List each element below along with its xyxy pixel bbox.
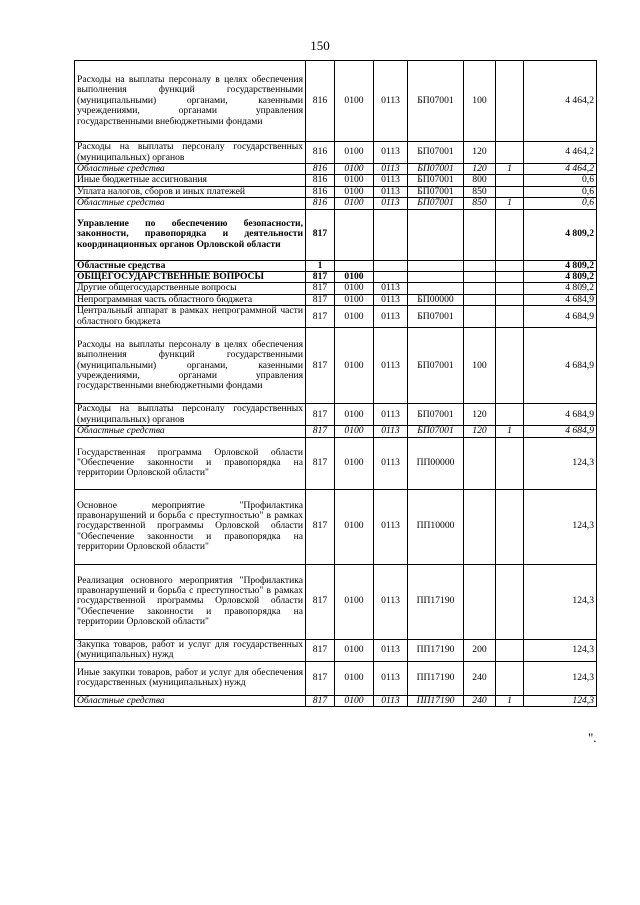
ministry-code-cell: 817 (306, 661, 335, 695)
section-code-cell: 0100 (335, 695, 374, 706)
ministry-code-cell: 1 (306, 260, 335, 271)
table-row (75, 328, 597, 404)
amount-cell: 4 684,9 (524, 294, 597, 305)
row-name-cell: Расходы на выплаты персоналу в целях обеспечения выполнения функций государственными (муниципальными) органами, казенными учреждениями, органами управления государственными внебюджетными фондами (75, 328, 306, 404)
source-code-cell (496, 564, 524, 639)
section-code-cell: 0100 (335, 661, 374, 695)
table-row (75, 426, 597, 437)
source-code-cell: 1 (496, 164, 524, 175)
budget-table (74, 60, 597, 707)
target-article-cell: ПП17190 (408, 661, 464, 695)
expense-type-cell (464, 564, 496, 639)
subsection-code-cell (374, 209, 408, 260)
subsection-code-cell: 0113 (374, 426, 408, 437)
source-code-cell (496, 404, 524, 426)
section-code-cell (335, 209, 374, 260)
table-body (75, 61, 597, 707)
amount-cell: 124,3 (524, 564, 597, 639)
expense-type-cell (464, 489, 496, 564)
row-name-cell: ОБЩЕГОСУДАРСТВЕННЫЕ ВОПРОСЫ (75, 272, 306, 283)
row-name-cell: Областные средства (75, 260, 306, 271)
subsection-code-cell: 0113 (374, 639, 408, 661)
ministry-code-cell: 816 (306, 164, 335, 175)
subsection-code-cell: 0113 (374, 186, 408, 197)
target-article-cell: ПП17190 (408, 695, 464, 706)
table-row (75, 186, 597, 197)
target-article-cell: БП07001 (408, 61, 464, 142)
subsection-code-cell: 0113 (374, 306, 408, 328)
closing-quote-mark: ". (588, 730, 597, 745)
amount-cell: 124,3 (524, 695, 597, 706)
row-name-cell: Реализация основного мероприятия "Профилактика правонарушений и борьба с преступностью" в рамках государственной программы Орловской области "Обеспечение законности и правопорядка на территории Орловской области" (75, 564, 306, 639)
section-code-cell (335, 260, 374, 271)
subsection-code-cell: 0113 (374, 294, 408, 305)
amount-cell: 124,3 (524, 639, 597, 661)
table-row (75, 489, 597, 564)
source-code-cell (496, 209, 524, 260)
amount-cell: 4 809,2 (524, 272, 597, 283)
source-code-cell (496, 489, 524, 564)
section-code-cell: 0100 (335, 564, 374, 639)
ministry-code-cell: 817 (306, 639, 335, 661)
amount-cell: 0,6 (524, 186, 597, 197)
row-name-cell: Расходы на выплаты персоналу государственных (муниципальных) органов (75, 404, 306, 426)
target-article-cell: БП07001 (408, 164, 464, 175)
amount-cell: 4 464,2 (524, 164, 597, 175)
row-name-cell: Иные бюджетные ассигнования (75, 175, 306, 186)
ministry-code-cell: 816 (306, 61, 335, 142)
source-code-cell (496, 61, 524, 142)
target-article-cell: БП07001 (408, 186, 464, 197)
row-name-cell: Закупка товаров, работ и услуг для государственных (муниципальных) нужд (75, 639, 306, 661)
subsection-code-cell: 0113 (374, 61, 408, 142)
table-row (75, 283, 597, 294)
expense-type-cell: 120 (464, 404, 496, 426)
section-code-cell: 0100 (335, 328, 374, 404)
source-code-cell (496, 283, 524, 294)
amount-cell: 124,3 (524, 661, 597, 695)
source-code-cell (496, 272, 524, 283)
section-code-cell: 0100 (335, 404, 374, 426)
source-code-cell: 1 (496, 426, 524, 437)
target-article-cell: БП07001 (408, 306, 464, 328)
row-name-cell: Непрограммная часть областного бюджета (75, 294, 306, 305)
expense-type-cell (464, 437, 496, 489)
target-article-cell: БП07001 (408, 328, 464, 404)
table-row (75, 260, 597, 271)
target-article-cell: БП07001 (408, 142, 464, 164)
table-row (75, 198, 597, 209)
target-article-cell: ПП10000 (408, 489, 464, 564)
expense-type-cell (464, 272, 496, 283)
expense-type-cell: 850 (464, 186, 496, 197)
target-article-cell: ПП17190 (408, 639, 464, 661)
expense-type-cell: 850 (464, 198, 496, 209)
expense-type-cell: 120 (464, 142, 496, 164)
amount-cell: 124,3 (524, 437, 597, 489)
section-code-cell: 0100 (335, 198, 374, 209)
amount-cell: 124,3 (524, 489, 597, 564)
ministry-code-cell: 816 (306, 186, 335, 197)
section-code-cell: 0100 (335, 164, 374, 175)
ministry-code-cell: 816 (306, 175, 335, 186)
row-name-cell: Областные средства (75, 164, 306, 175)
amount-cell: 4 684,9 (524, 306, 597, 328)
section-code-cell: 0100 (335, 142, 374, 164)
source-code-cell (496, 437, 524, 489)
expense-type-cell: 240 (464, 661, 496, 695)
amount-cell: 4 464,2 (524, 142, 597, 164)
section-code-cell: 0100 (335, 437, 374, 489)
ministry-code-cell: 817 (306, 695, 335, 706)
table-row (75, 294, 597, 305)
table-row (75, 209, 597, 260)
expense-type-cell: 200 (464, 639, 496, 661)
source-code-cell (496, 142, 524, 164)
subsection-code-cell: 0113 (374, 404, 408, 426)
source-code-cell (496, 175, 524, 186)
row-name-cell: Другие общегосударственные вопросы (75, 283, 306, 294)
expense-type-cell: 100 (464, 328, 496, 404)
expense-type-cell (464, 260, 496, 271)
table-row (75, 175, 597, 186)
subsection-code-cell (374, 260, 408, 271)
table-row (75, 661, 597, 695)
source-code-cell (496, 306, 524, 328)
table-row (75, 61, 597, 142)
expense-type-cell: 800 (464, 175, 496, 186)
subsection-code-cell: 0113 (374, 328, 408, 404)
section-code-cell: 0100 (335, 272, 374, 283)
table-row (75, 142, 597, 164)
ministry-code-cell: 817 (306, 564, 335, 639)
section-code-cell: 0100 (335, 283, 374, 294)
section-code-cell: 0100 (335, 306, 374, 328)
amount-cell: 4 684,9 (524, 328, 597, 404)
target-article-cell (408, 260, 464, 271)
section-code-cell: 0100 (335, 489, 374, 564)
section-code-cell: 0100 (335, 186, 374, 197)
row-name-cell: Иные закупки товаров, работ и услуг для обеспечения государственных (муниципальных) нужд (75, 661, 306, 695)
expense-type-cell: 120 (464, 426, 496, 437)
subsection-code-cell: 0113 (374, 142, 408, 164)
target-article-cell: ПП00000 (408, 437, 464, 489)
target-article-cell: БП07001 (408, 198, 464, 209)
amount-cell: 4 684,9 (524, 426, 597, 437)
ministry-code-cell: 817 (306, 306, 335, 328)
subsection-code-cell: 0113 (374, 695, 408, 706)
expense-type-cell (464, 283, 496, 294)
row-name-cell: Управление по обеспечению безопасности, законности, правопорядка и деятельности координационных органов Орловской области (75, 209, 306, 260)
ministry-code-cell: 816 (306, 142, 335, 164)
subsection-code-cell: 0113 (374, 661, 408, 695)
table-row (75, 695, 597, 706)
amount-cell: 0,6 (524, 175, 597, 186)
amount-cell: 4 809,2 (524, 260, 597, 271)
ministry-code-cell: 817 (306, 294, 335, 305)
source-code-cell (496, 186, 524, 197)
section-code-cell: 0100 (335, 61, 374, 142)
row-name-cell: Областные средства (75, 695, 306, 706)
subsection-code-cell (374, 272, 408, 283)
subsection-code-cell: 0113 (374, 175, 408, 186)
row-name-cell: Уплата налогов, сборов и иных платежей (75, 186, 306, 197)
row-name-cell: Областные средства (75, 198, 306, 209)
subsection-code-cell: 0113 (374, 198, 408, 209)
ministry-code-cell: 817 (306, 404, 335, 426)
ministry-code-cell: 817 (306, 489, 335, 564)
table-row (75, 272, 597, 283)
amount-cell: 4 684,9 (524, 404, 597, 426)
source-code-cell (496, 661, 524, 695)
target-article-cell (408, 272, 464, 283)
expense-type-cell (464, 209, 496, 260)
target-article-cell: ПП17190 (408, 564, 464, 639)
table-row (75, 437, 597, 489)
subsection-code-cell: 0113 (374, 283, 408, 294)
row-name-cell: Центральный аппарат в рамках непрограммной части областного бюджета (75, 306, 306, 328)
table-row (75, 639, 597, 661)
ministry-code-cell: 817 (306, 209, 335, 260)
source-code-cell: 1 (496, 198, 524, 209)
amount-cell: 4 809,2 (524, 283, 597, 294)
target-article-cell: БП00000 (408, 294, 464, 305)
ministry-code-cell: 817 (306, 283, 335, 294)
subsection-code-cell: 0113 (374, 489, 408, 564)
amount-cell: 4 464,2 (524, 61, 597, 142)
ministry-code-cell: 817 (306, 328, 335, 404)
target-article-cell (408, 209, 464, 260)
ministry-code-cell: 816 (306, 198, 335, 209)
target-article-cell: БП07001 (408, 175, 464, 186)
source-code-cell: 1 (496, 695, 524, 706)
amount-cell: 4 809,2 (524, 209, 597, 260)
table-row (75, 164, 597, 175)
table-row (75, 564, 597, 639)
expense-type-cell (464, 306, 496, 328)
row-name-cell: Областные средства (75, 426, 306, 437)
section-code-cell: 0100 (335, 426, 374, 437)
ministry-code-cell: 817 (306, 437, 335, 489)
section-code-cell: 0100 (335, 639, 374, 661)
row-name-cell: Расходы на выплаты персоналу в целях обеспечения выполнения функций государственными (муниципальными) органами, казенными учреждениями, органами управления государственными внебюджетными фондами (75, 61, 306, 142)
source-code-cell (496, 639, 524, 661)
target-article-cell: БП07001 (408, 426, 464, 437)
row-name-cell: Расходы на выплаты персоналу государственных (муниципальных) органов (75, 142, 306, 164)
section-code-cell: 0100 (335, 175, 374, 186)
row-name-cell: Основное мероприятие "Профилактика правонарушений и борьба с преступностью" в рамках государственной программы Орловской области "Обеспечение законности и правопорядка на территории Орловской области" (75, 489, 306, 564)
page-number: 150 (310, 38, 330, 53)
source-code-cell (496, 294, 524, 305)
expense-type-cell: 240 (464, 695, 496, 706)
table-row (75, 306, 597, 328)
subsection-code-cell: 0113 (374, 164, 408, 175)
expense-type-cell: 120 (464, 164, 496, 175)
expense-type-cell: 100 (464, 61, 496, 142)
target-article-cell (408, 283, 464, 294)
section-code-cell: 0100 (335, 294, 374, 305)
subsection-code-cell: 0113 (374, 437, 408, 489)
table-row (75, 404, 597, 426)
target-article-cell: БП07001 (408, 404, 464, 426)
ministry-code-cell: 817 (306, 272, 335, 283)
ministry-code-cell: 817 (306, 426, 335, 437)
amount-cell: 0,6 (524, 198, 597, 209)
subsection-code-cell: 0113 (374, 564, 408, 639)
source-code-cell (496, 328, 524, 404)
source-code-cell (496, 260, 524, 271)
expense-type-cell (464, 294, 496, 305)
row-name-cell: Государственная программа Орловской области "Обеспечение законности и правопорядка на территории Орловской области" (75, 437, 306, 489)
